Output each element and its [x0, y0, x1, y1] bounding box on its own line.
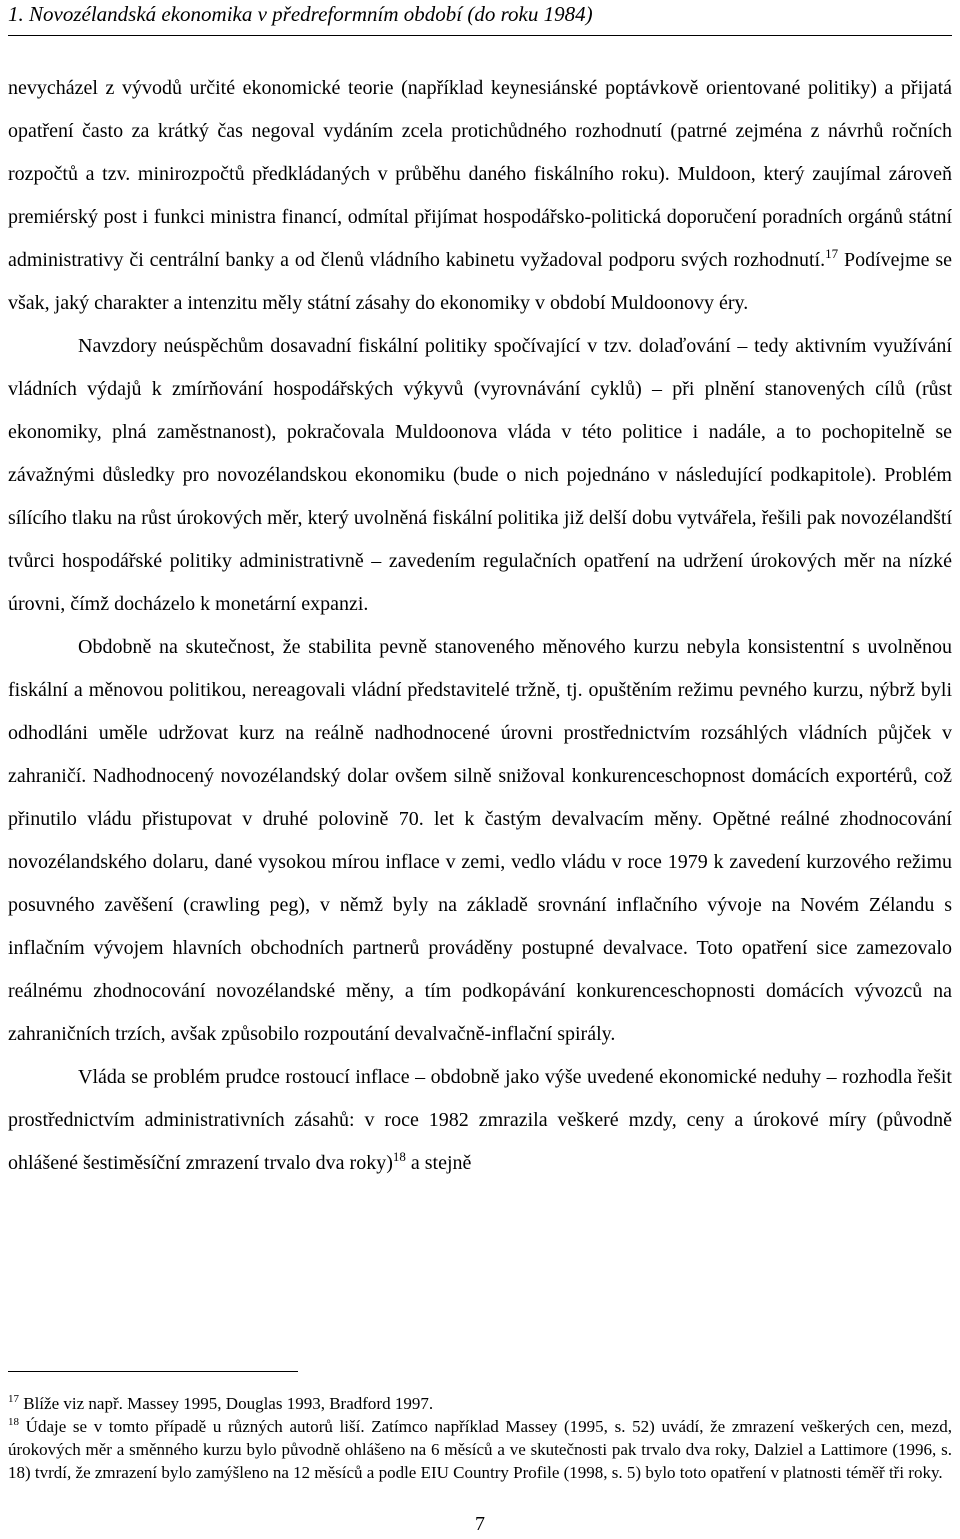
paragraph-3: Obdobně na skutečnost, že stabilita pevně stanoveného měnového kurzu nebyla konsistentní s uvolněnou fiskální a měnovou politikou, nereagovali vládní představitelé tržně, tj. opuštěním režimu pevného kurzu, nýbrž byli odhodláni uměle udržovat kurz na reálně nadhodnocené úrovni prostřednictvím rozsáhlých vládních půjček v zahraničí. Nadhodnocený novozélandský dolar ovšem silně snižoval konkurenceschopnost domácích exportérů, což přinutilo vládu přistupovat v druhé polovině 70. let k častým devalvacím měny. Opětné reálné zhodnocování novozélandského dolaru, dané vysokou mírou inflace v zemi, vedlo vládu v roce 1979 k zavedení kurzového režimu posuvného zavěšení (crawling peg), v němž byly na základě srovnání inflačního vývoje na Novém Zélandu s inflačním vývojem hlavních obchodních partnerů prováděny postupné devalvace. Toto opatření sice zamezovalo reálnému zhodnocování novozélandské měny, a tím podkopávání konkurenceschopnosti domácích vývozců na zahraničních trzích, avšak způsobilo rozpoutání devalvačně-inflační spirály. — [8, 636, 952, 1045]
footnotes — [8, 1392, 952, 1484]
footnote-text: Údaje se v tomto případě u různých autorů liší. Zatímco například Massey (1995, s. 52) uvádí, že zmrazení veškerých cen, mezd, úrokových měr a směnného kurzu bylo původně ohlášeno na 6 měsíců a ve skutečnosti pak trvalo dva roky, Dalziel a Lattimore (1996, s. 18) tvrdí, že zmrazení bylo zamýšleno na 12 měsíců a podle EIU Country Profile (1998, s. 5) bylo toto opatření v platnosti téměř tři roky. — [8, 1417, 952, 1482]
paragraph-4 — [8, 1056, 952, 1185]
paragraph-4-text-b: a stejně — [405, 1152, 472, 1174]
footnote-number: 17 — [8, 1393, 19, 1405]
footnote-ref-17: 17 — [825, 246, 839, 261]
paragraph-4-text-a: Vláda se problém prudce rostoucí inflace – obdobně jako výše uvedené ekonomické neduhy – rozhodla řešit prostřednictvím administrativních zásahů: v roce 1982 zmrazila veškeré mzdy, ceny a úrokové míry (původně ohlášené šestiměsíční zmrazení trvalo dva roky) — [8, 1066, 952, 1174]
footnote-text: Blíže viz např. Massey 1995, Douglas 1993, Bradford 1997. — [19, 1394, 434, 1413]
page-number: 7 — [475, 1513, 485, 1535]
paragraph-1 — [8, 67, 952, 325]
footnote-18 — [8, 1415, 952, 1484]
footnote-number: 18 — [8, 1416, 19, 1428]
header-divider — [8, 35, 952, 36]
footnote-divider — [8, 1371, 298, 1372]
paragraph-2: Navzdory neúspěchům dosavadní fiskální politiky spočívající v tzv. dolaďování – tedy aktivním využívání vládních výdajů k zmírňování hospodářských výkyvů (vyrovnávání cyklů) – při plnění stanovených cílů (růst ekonomiky, plná zaměstnanost), pokračovala Muldoonova vláda v této politice i nadále, a to pochopitelně se závažnými důsledky pro novozélandskou ekonomiku (bude o nich pojednáno v následující podkapitole). Problém sílícího tlaku na růst úrokových měr, který uvolněná fiskální politika již delší dobu vytvářela, řešili pak novozélandští tvůrci hospodářské politiky administrativně – zavedením regulačních opatření na udržení úrokových měr na nízké úrovni, čímž docházelo k monetární expanzi. — [8, 335, 952, 615]
footnote-17 — [8, 1392, 952, 1415]
paragraph-1-text-b: Podívejme se však, jaký charakter a intenzitu měly státní zásahy do ekonomiky v období Muldoonovy éry. — [8, 249, 952, 314]
running-header: 1. Novozélandská ekonomika v předreformním období (do roku 1984) — [8, 2, 593, 26]
paragraph-1-text-a: nevycházel z vývodů určité ekonomické teorie (například keynesiánské poptávkově orientované politiky) a přijatá opatření často za krátký čas negoval vydáním zcela protichůdného rozhodnutí (patrné zejména z návrhů ročních rozpočtů a tzv. minirozpočtů předkládaných v průběhu daného fiskálního roku). Muldoon, který zaujímal zároveň premiérský post i funkci ministra financí, odmítal přijímat hospodářsko-politická doporučení poradních orgánů státní administrativy či centrální banky a od členů vládního kabinetu vyžadoval podporu svých rozhodnutí. — [8, 77, 952, 271]
main-text — [8, 67, 952, 1185]
footnote-ref-18: 18 — [392, 1149, 406, 1164]
